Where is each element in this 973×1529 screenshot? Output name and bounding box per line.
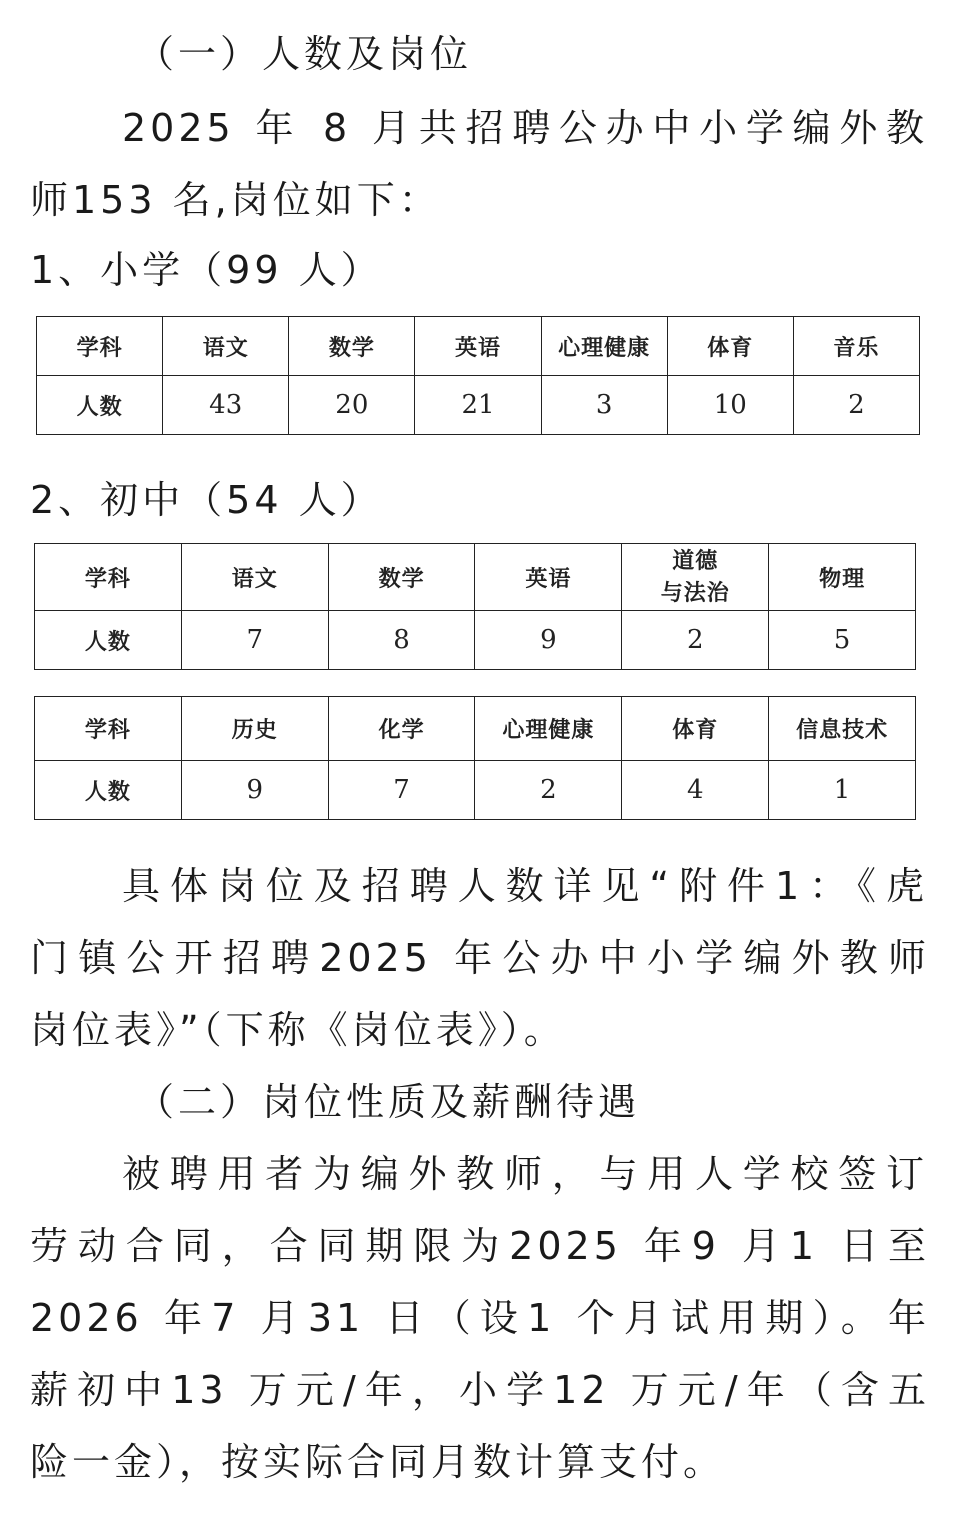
primary-subject: 语文 <box>163 317 289 376</box>
section2-line-5: 险一金），按实际合同月数计算支付。 <box>30 1440 726 1484</box>
junior-title: 2、初中（54 人） <box>30 478 383 522</box>
primary-count: 2 <box>793 376 919 435</box>
section2-line-4: 薪初中13 万元/年，小学12 万元/年（含五 <box>30 1368 930 1412</box>
primary-subject: 体育 <box>667 317 793 376</box>
junior2-count: 1 <box>769 761 916 820</box>
primary-table <box>36 316 920 435</box>
junior1-subject: 语文 <box>181 544 328 611</box>
junior2-subject: 化学 <box>328 697 475 761</box>
junior1-subject: 物理 <box>769 544 916 611</box>
primary-subject: 心理健康 <box>541 317 667 376</box>
junior1-count: 2 <box>622 611 769 670</box>
intro-line-1: 2025 年 8 月共招聘公办中小学编外教 <box>122 106 928 150</box>
junior1-header-label: 学科 <box>35 544 182 611</box>
primary-header-label: 学科 <box>37 317 163 376</box>
junior2-subject: 心理健康 <box>475 697 622 761</box>
junior1-subject-line1: 道德 <box>672 548 719 574</box>
junior1-count: 8 <box>328 611 475 670</box>
primary-title: 1、小学（99 人） <box>30 248 383 292</box>
section2-line-3: 2026 年7 月31 日（设1 个月试用期）。年 <box>30 1296 930 1340</box>
junior1-row-label: 人数 <box>35 611 182 670</box>
junior1-subject: 英语 <box>475 544 622 611</box>
section2-line-2: 劳动合同，合同期限为2025 年9 月1 日至 <box>30 1224 930 1268</box>
junior-table-1 <box>34 543 916 670</box>
junior1-subject <box>622 544 769 611</box>
junior1-count: 9 <box>475 611 622 670</box>
junior1-subject-line2: 与法治 <box>660 580 730 606</box>
primary-count: 43 <box>163 376 289 435</box>
junior2-count: 7 <box>328 761 475 820</box>
primary-count: 3 <box>541 376 667 435</box>
junior2-row-label: 人数 <box>35 761 182 820</box>
primary-count: 20 <box>289 376 415 435</box>
section2-line-1: 被聘用者为编外教师，与用人学校签订 <box>122 1152 928 1196</box>
junior2-subject: 历史 <box>181 697 328 761</box>
junior1-count: 5 <box>769 611 916 670</box>
junior-table-2 <box>34 696 916 820</box>
detail-line-1: 具体岗位及招聘人数详见“附件1：《虎 <box>122 864 928 908</box>
junior2-count: 4 <box>622 761 769 820</box>
detail-line-3: 岗位表》”（下称《岗位表》）。 <box>30 1008 566 1052</box>
junior2-count: 9 <box>181 761 328 820</box>
primary-count: 10 <box>667 376 793 435</box>
primary-count: 21 <box>415 376 541 435</box>
primary-subject: 音乐 <box>793 317 919 376</box>
detail-line-2: 门镇公开招聘2025 年公办中小学编外教师 <box>30 936 930 980</box>
junior1-count: 7 <box>181 611 328 670</box>
section2-heading: （二）岗位性质及薪酬待遇 <box>136 1080 641 1124</box>
junior1-subject: 数学 <box>328 544 475 611</box>
junior2-subject: 体育 <box>622 697 769 761</box>
junior2-count: 2 <box>475 761 622 820</box>
section1-heading: （一）人数及岗位 <box>136 32 473 76</box>
intro-line-2: 师153 名,岗位如下： <box>30 178 441 222</box>
junior2-header-label: 学科 <box>35 697 182 761</box>
primary-subject: 英语 <box>415 317 541 376</box>
primary-row-label: 人数 <box>37 376 163 435</box>
junior2-subject: 信息技术 <box>769 697 916 761</box>
primary-subject: 数学 <box>289 317 415 376</box>
